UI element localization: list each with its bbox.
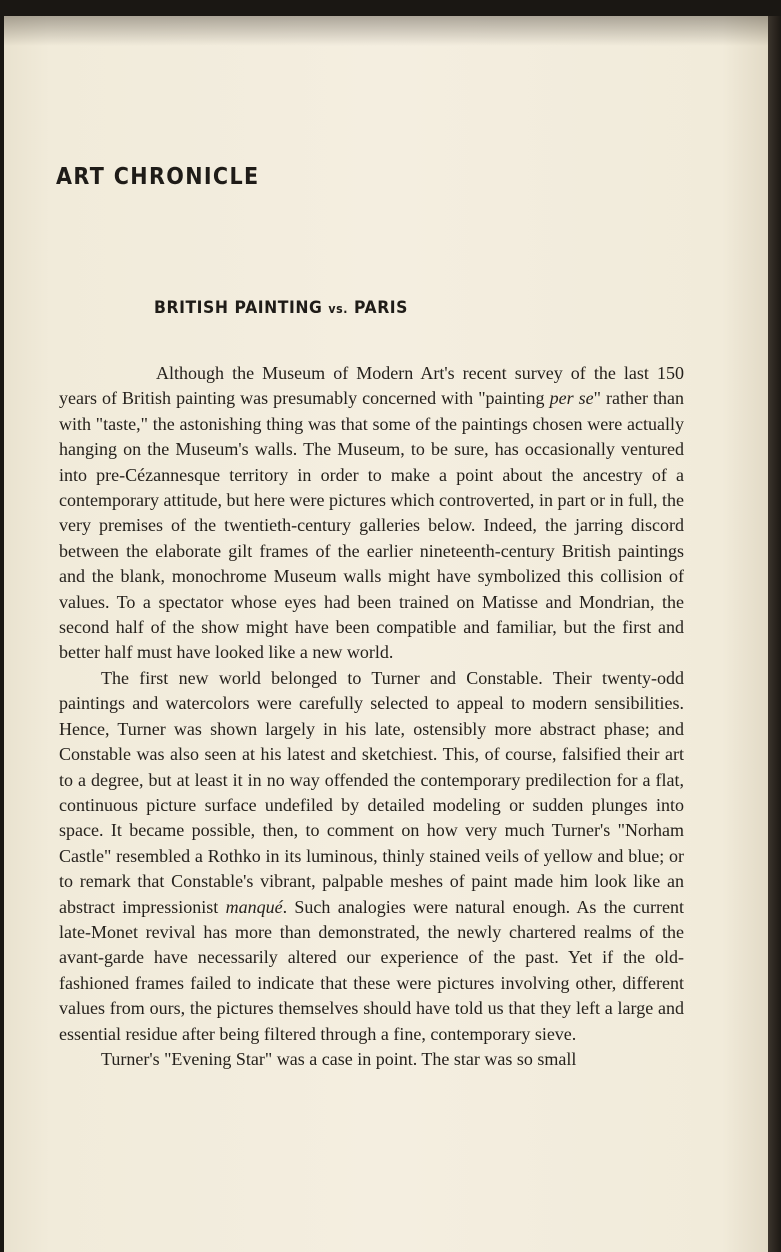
paragraph	[59, 361, 684, 666]
italic-text: manqué	[225, 896, 283, 917]
book-page	[4, 16, 768, 1252]
paragraph	[59, 666, 684, 1047]
article-title-vs: vs.	[328, 302, 348, 316]
article-body	[59, 361, 684, 1072]
section-heading: ART CHRONICLE	[56, 164, 260, 190]
paragraph	[59, 1047, 684, 1072]
text-run: . Such analogies were natural enough. As the current late-Monet revival has more than demonstrated, the newly chartered realms of the avant-garde have necessarily altered our experience of the past. Yet if the old-fashioned frames failed to indicate that these were pictures involving other, different values from ours, the pictures themselves should have told us that they left a large and essential residue after being filtered through a fine, contemporary sieve.	[59, 896, 684, 1044]
text-run: The first new world belonged to Turner and Constable. Their twenty-odd paintings and watercolors were carefully selected to appeal to modern sensibilities. Hence, Turner was shown largely in his late, ostensibly more abstract phase; and Constable was also seen at his latest and sketchiest. This, of course, falsified their art to a degree, but at least it in no way offended the contemporary predilection for a flat, continuous picture surface undefiled by detailed modeling or sudden plunges into space. It became possible, then, to comment on how very much Turner's "Norham Castle" resembled a Rothko in its luminous, thinly stained veils of yellow and blue; or to remark that Constable's vibrant, palpable meshes of paint made him look like an abstract impressionist	[59, 667, 684, 917]
italic-text: per se	[549, 388, 594, 409]
article-title	[154, 298, 408, 318]
text-run: Turner's "Evening Star" was a case in point. The star was so small	[101, 1048, 577, 1069]
page-edge-shadow	[768, 16, 781, 1252]
article-title-end: PARIS	[347, 298, 408, 318]
text-run: " rather than with "taste," the astonishing thing was that some of the paintings chosen were actually hanging on the Museum's walls. The Museum, to be sure, has occasionally ventured into pre-Cézannesque territory in order to make a point about the ancestry of a contemporary attitude, but here were pictures which controverted, in part or in full, the very premises of the twentieth-century galleries below. Indeed, the jarring discord between the elaborate gilt frames of the earlier nineteenth-century British paintings and the blank, monochrome Museum walls might have symbolized this collision of values. To a spectator whose eyes had been trained on Matisse and Mondrian, the second half of the show might have been compatible and familiar, but the first and better half must have looked like a new world.	[59, 388, 684, 663]
article-title-main: BRITISH PAINTING	[154, 298, 329, 318]
text-run: Although the Museum of Modern Art's recent survey of the last 150 years of British painting was presumably concerned with "painting	[59, 363, 684, 409]
